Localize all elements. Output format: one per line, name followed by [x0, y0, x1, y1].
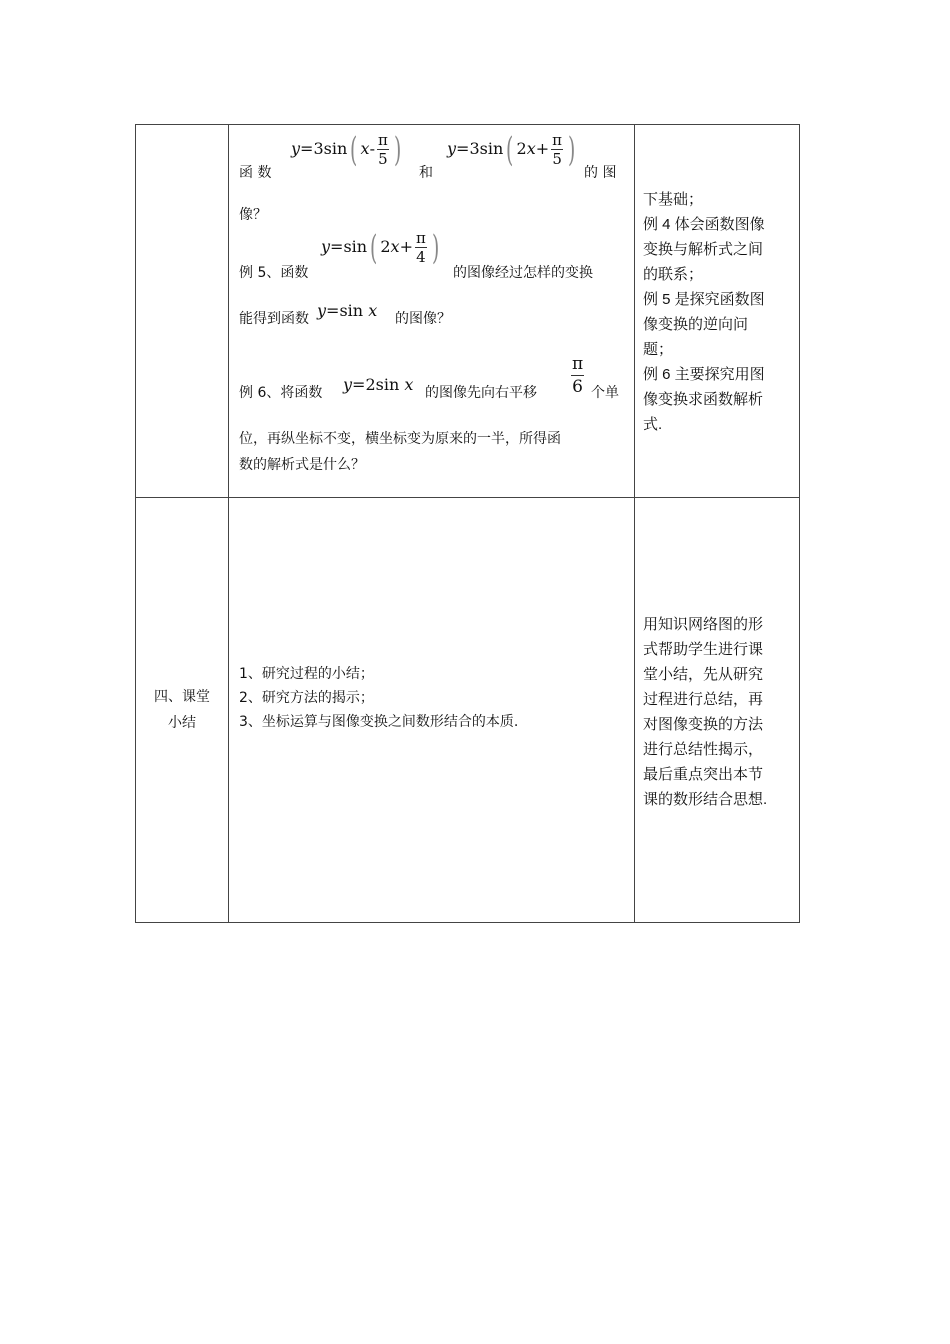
- summary-list: [239, 662, 518, 734]
- ex5-prefix: 例 5、函数: [239, 265, 309, 281]
- suffix-text: 的 图: [584, 165, 617, 181]
- formula-a: y=3sin( x- $\frac{\pi}{5}$ ): [291, 129, 402, 170]
- suffix-line: 像？: [239, 207, 267, 223]
- note-line: 例 5 是探究函数图: [643, 291, 765, 308]
- ex5-formula: y=sin( 2x+ $\frac{\pi}{4}$ ): [321, 227, 440, 268]
- ex5-suffix: 的图像经过怎样的变换: [453, 265, 593, 281]
- ex6-suffix: 个单: [591, 385, 619, 401]
- ex6-prefix: 例 6、将函数: [239, 385, 323, 401]
- fraction: $\frac{\pi}{5}$: [377, 131, 388, 168]
- and-text: 和: [419, 165, 433, 181]
- notes-cell-summary: [635, 498, 800, 923]
- note-line: 下基础；: [643, 191, 704, 208]
- ex6-fraction: [569, 353, 586, 398]
- note-line: 例 6 主要探究用图: [643, 366, 765, 383]
- table-row: [136, 125, 800, 498]
- note-line: 的联系；: [643, 266, 704, 283]
- lesson-plan-table: [135, 124, 800, 923]
- note-line: 式帮助学生进行课: [643, 641, 764, 658]
- ex6-formula: y=2sin x: [343, 375, 414, 394]
- fraction: $\frac{\pi}{4}$: [415, 229, 426, 266]
- ex6-mid: 的图像先向右平移: [425, 385, 537, 401]
- note-line: 课的数形结合思想.: [643, 791, 768, 808]
- intro-prefix: 函 数: [239, 165, 272, 181]
- section-cell-empty: [136, 125, 229, 498]
- ex6-line3: 数的解析式是什么？: [239, 457, 365, 473]
- section-cell-summary: [136, 498, 229, 923]
- list-item: 3、坐标运算与图像变换之间数形结合的本质.: [239, 714, 519, 730]
- note-line: 最后重点突出本节: [643, 766, 764, 783]
- fraction: $\frac{\pi}{6}$: [572, 354, 584, 397]
- list-item: 2、研究方法的揭示；: [239, 690, 374, 706]
- note-line: 式.: [643, 416, 663, 433]
- teaching-notes: [643, 612, 793, 812]
- ex5-line2-prefix: 能得到函数: [239, 311, 309, 327]
- note-line: 变换与解析式之间: [643, 241, 764, 258]
- table-row: [136, 498, 800, 923]
- notes-cell-examples: [635, 125, 800, 498]
- list-item: 1、研究过程的小结；: [239, 666, 374, 682]
- section-label: 四、课堂 小结: [154, 689, 210, 731]
- content-cell-examples: [229, 125, 635, 498]
- ex6-line2: 位，再纵坐标不变，横坐标变为原来的一半，所得函: [239, 431, 561, 447]
- content-cell-summary: [229, 498, 635, 923]
- ex5-line2-suffix: 的图像？: [395, 311, 451, 327]
- formula-b: y=3sin( 2x+ $\frac{\pi}{5}$ ): [447, 129, 576, 170]
- note-line: 像变换求函数解析: [643, 391, 764, 408]
- note-line: 用知识网络图的形: [643, 616, 764, 633]
- note-line: 题；: [643, 341, 674, 358]
- note-line: 对图像变换的方法: [643, 716, 764, 733]
- note-line: 过程进行总结，再: [643, 691, 764, 708]
- note-line: 例 4 体会函数图像: [643, 216, 765, 233]
- teaching-notes: [643, 187, 793, 437]
- note-line: 堂小结，先从研究: [643, 666, 764, 683]
- note-line: 进行总结性揭示，: [643, 741, 764, 758]
- fraction: $\frac{\pi}{5}$: [552, 131, 563, 168]
- note-line: 像变换的逆向问: [643, 316, 749, 333]
- ex5-target-formula: y=sin x: [317, 301, 378, 320]
